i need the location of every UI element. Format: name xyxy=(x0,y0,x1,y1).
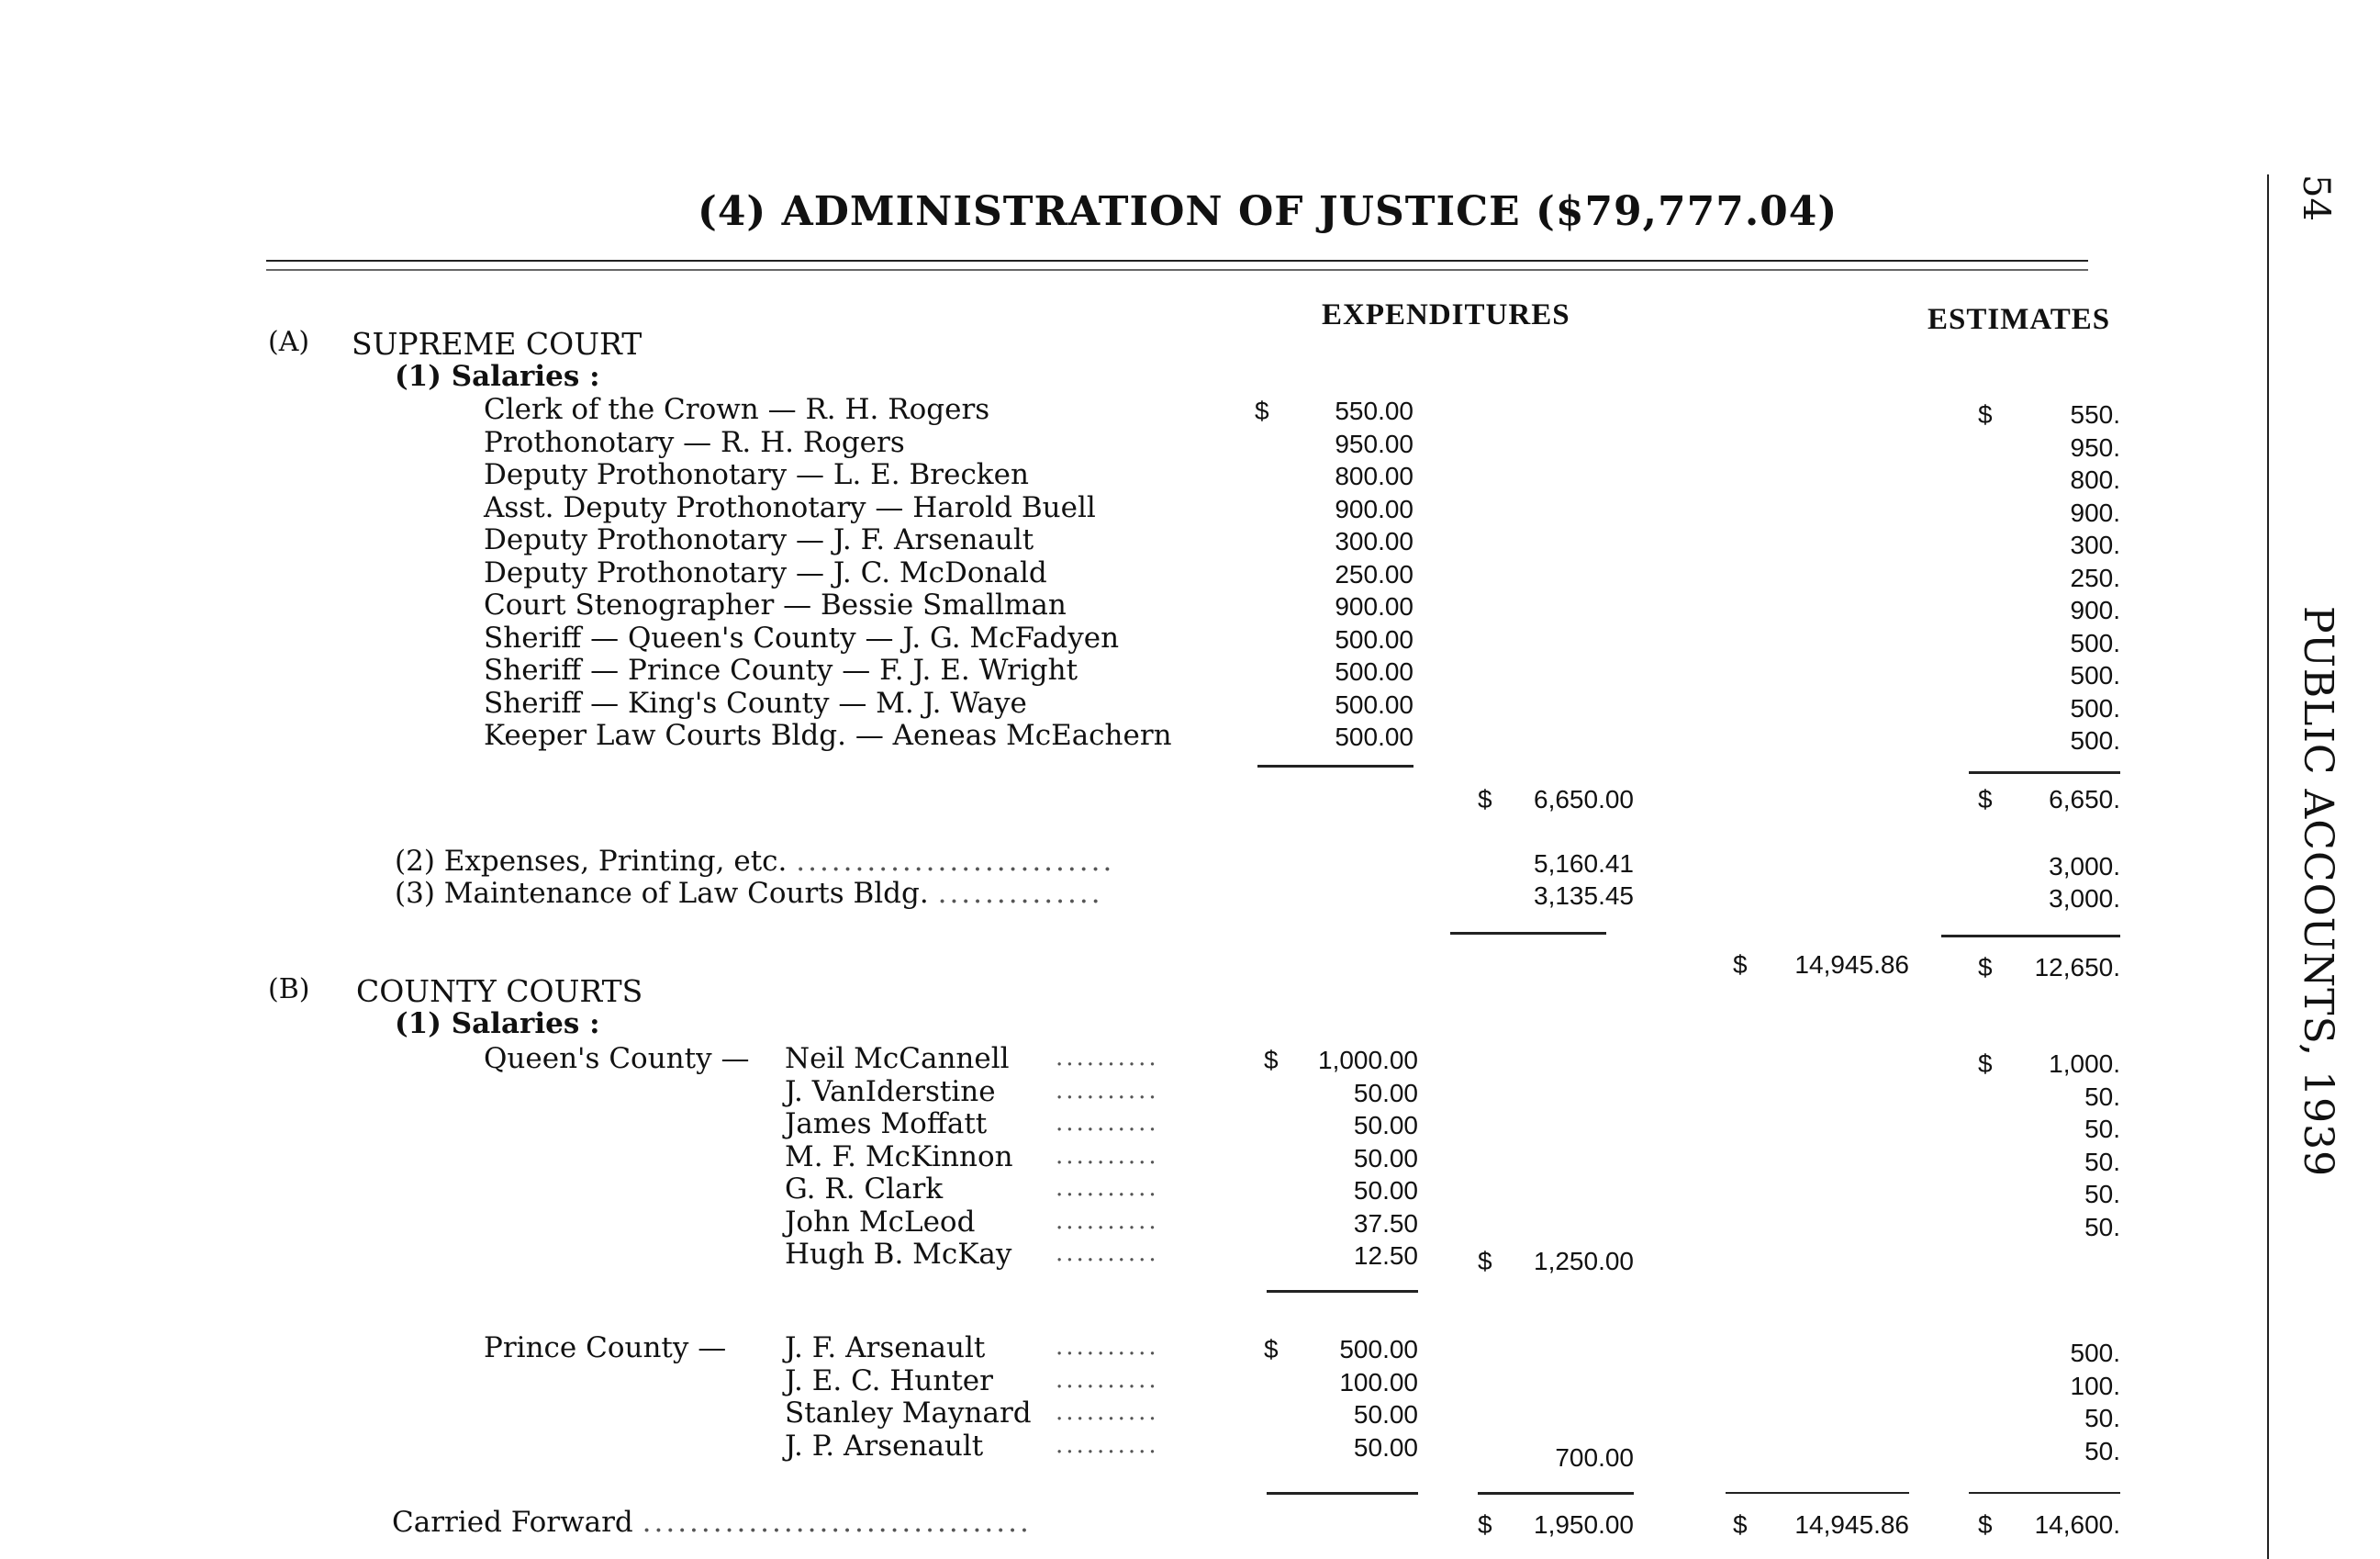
salary-row-exp: 800.00 xyxy=(1335,462,1413,490)
section-a-total-dollar: $ xyxy=(1733,950,1748,979)
header-rule-2 xyxy=(266,269,2088,271)
county-row-name: Hugh B. McKay xyxy=(785,1238,1012,1271)
carried-forward-exp: 1,950.00 xyxy=(1534,1510,1634,1539)
salary-row-est: 950. xyxy=(2070,432,2120,462)
maintenance-label: (3) Maintenance of Law Courts Bldg. .............. xyxy=(395,877,1103,910)
queens-rule xyxy=(1267,1290,1418,1293)
county-row-exp: 50.00 xyxy=(1353,1432,1418,1462)
county-row-name: Stanley Maynard xyxy=(785,1396,1032,1430)
county-row-est: 500. xyxy=(2070,1339,2120,1367)
county-row-leader: .......... xyxy=(1056,1333,1159,1361)
county-row-name: J. VanIderstine xyxy=(785,1074,996,1108)
county-row-exp: 50.00 xyxy=(1353,1400,1418,1429)
county-row-name: J. P. Arsenault xyxy=(785,1429,984,1463)
county-row-exp: 50.00 xyxy=(1353,1176,1418,1205)
salary-row-label: Clerk of the Crown — R. H. Rogers xyxy=(484,393,990,426)
county-row-exp: 100.00 xyxy=(1339,1367,1418,1396)
section-a-letter: (A) xyxy=(268,326,310,358)
section-a-title: SUPREME COURT xyxy=(352,326,642,362)
header-rule xyxy=(266,260,2088,262)
county-row-name: M. F. McKinnon xyxy=(785,1139,1013,1173)
salary-row-label: Prothonotary — R. H. Rogers xyxy=(484,425,905,459)
carried-rule-4 xyxy=(1969,1492,2120,1494)
salary-row-exp: 900.00 xyxy=(1335,592,1413,621)
section-b-letter: (B) xyxy=(268,973,310,1005)
expenses-est: 3,000. xyxy=(2049,852,2120,880)
county-row-leader: .......... xyxy=(1056,1109,1159,1137)
salaries-total-est-dollar: $ xyxy=(1978,785,1993,813)
county-row-est: 1,000. xyxy=(2049,1049,2120,1078)
county-row-est: 50. xyxy=(2084,1082,2120,1111)
page-number: 54 xyxy=(2295,174,2337,221)
salary-row-est: 500. xyxy=(2070,726,2120,755)
carried-forward-exp-dollar: $ xyxy=(1478,1510,1492,1539)
county-row-exp: 12.50 xyxy=(1353,1241,1418,1270)
maintenance-est: 3,000. xyxy=(2049,884,2120,913)
queens-county-label: Queen's County — xyxy=(484,1042,750,1075)
salary-row-label: Sheriff — King's County — M. J. Waye xyxy=(484,686,1027,720)
salary-row-exp: 500.00 xyxy=(1335,624,1413,654)
county-row-exp: 50.00 xyxy=(1353,1078,1418,1107)
county-row-leader: .......... xyxy=(1056,1206,1159,1235)
salary-row-label: Sheriff — Prince County — F. J. E. Wright xyxy=(484,654,1078,687)
section-a-rule-est xyxy=(1941,935,2120,937)
page-title: (4) ADMINISTRATION OF JUSTICE ($79,777.04) xyxy=(698,188,1838,235)
salary-row-est: 900. xyxy=(2070,596,2120,624)
county-row-exp: 50.00 xyxy=(1353,1111,1418,1139)
county-row-est-dollar: $ xyxy=(1978,1049,1993,1078)
prince-county-label: Prince County — xyxy=(484,1331,727,1364)
salary-row-est: 500. xyxy=(2070,661,2120,690)
carried-forward-est: 14,600. xyxy=(2034,1510,2120,1539)
salary-row-dollar: $ xyxy=(1255,397,1269,425)
county-row-leader: .......... xyxy=(1056,1174,1159,1202)
estimates-rule-a xyxy=(1969,771,2120,774)
side-title: PUBLIC ACCOUNTS, 1939 xyxy=(2295,606,2341,1178)
salary-row-exp: 950.00 xyxy=(1335,429,1413,458)
expenses-label: (2) Expenses, Printing, etc. ........................... xyxy=(395,845,1115,878)
section-a-total-exp: 14,945.86 xyxy=(1794,950,1909,979)
carried-forward-total-dollar: $ xyxy=(1733,1510,1748,1539)
salaries-total-exp: 6,650.00 xyxy=(1534,785,1634,813)
county-row-leader: .......... xyxy=(1056,1430,1159,1459)
section-a-salaries-label: (1) Salaries : xyxy=(395,360,600,393)
county-row-name: James Moffatt xyxy=(785,1107,988,1140)
county-row-leader: .......... xyxy=(1056,1044,1159,1071)
salary-row-label: Keeper Law Courts Bldg. — Aeneas McEachern xyxy=(484,719,1172,752)
county-row-est: 50. xyxy=(2084,1180,2120,1208)
county-row-leader: .......... xyxy=(1056,1141,1159,1170)
section-a-rule-exp xyxy=(1450,932,1606,935)
county-row-leader: .......... xyxy=(1056,1076,1159,1105)
county-row-exp: 37.50 xyxy=(1353,1208,1418,1238)
side-rule xyxy=(2267,174,2269,1559)
section-a-total-est: 12,650. xyxy=(2034,953,2120,981)
queens-total: 1,250.00 xyxy=(1534,1247,1634,1275)
section-a-total-est-dollar: $ xyxy=(1978,953,1993,981)
salary-row-est: 900. xyxy=(2070,498,2120,527)
county-row-name: J. F. Arsenault xyxy=(785,1331,986,1364)
expenditures-header: EXPENDITURES xyxy=(1322,298,1570,331)
section-b-salaries-label: (1) Salaries : xyxy=(395,1007,600,1040)
salaries-rule xyxy=(1257,765,1413,768)
prince-total: 700.00 xyxy=(1555,1443,1634,1472)
county-row-leader: .......... xyxy=(1056,1239,1159,1267)
county-row-name: John McLeod xyxy=(785,1205,976,1239)
salary-row-label: Deputy Prothonotary — J. C. McDonald xyxy=(484,555,1047,589)
salary-row-est-dollar: $ xyxy=(1978,400,1993,429)
salary-row-label: Court Stenographer — Bessie Smallman xyxy=(484,589,1067,622)
county-row-name: G. R. Clark xyxy=(785,1172,944,1206)
county-row-est: 50. xyxy=(2084,1115,2120,1143)
salary-row-label: Deputy Prothonotary — J. F. Arsenault xyxy=(484,523,1034,556)
county-row-est: 50. xyxy=(2084,1436,2120,1465)
salary-row-exp: 500.00 xyxy=(1335,690,1413,719)
salary-row-label: Deputy Prothonotary — L. E. Brecken xyxy=(484,458,1029,491)
county-row-est: 50. xyxy=(2084,1404,2120,1432)
carried-forward-est-dollar: $ xyxy=(1978,1510,1993,1539)
county-row-dollar: $ xyxy=(1264,1046,1279,1074)
county-row-est: 50. xyxy=(2084,1212,2120,1241)
county-row-dollar: $ xyxy=(1264,1335,1279,1363)
section-b-title: COUNTY COURTS xyxy=(356,973,643,1009)
salaries-total-dollar: $ xyxy=(1478,785,1492,813)
carried-rule-1 xyxy=(1267,1492,1418,1495)
county-row-exp: 1,000.00 xyxy=(1318,1046,1418,1074)
expenses-exp: 5,160.41 xyxy=(1534,849,1634,878)
salary-row-exp: 500.00 xyxy=(1335,723,1413,751)
salary-row-est: 550. xyxy=(2070,400,2120,429)
salary-row-exp: 500.00 xyxy=(1335,657,1413,686)
queens-total-dollar: $ xyxy=(1478,1247,1492,1275)
county-row-exp: 50.00 xyxy=(1353,1143,1418,1172)
county-row-name: J. E. C. Hunter xyxy=(785,1363,993,1397)
salary-row-est: 500. xyxy=(2070,693,2120,723)
salary-row-exp: 300.00 xyxy=(1335,527,1413,555)
county-row-est: 50. xyxy=(2084,1147,2120,1176)
estimates-header: ESTIMATES xyxy=(1927,303,2111,336)
county-row-leader: .......... xyxy=(1056,1398,1159,1426)
county-row-est: 100. xyxy=(2070,1371,2120,1400)
county-row-exp: 500.00 xyxy=(1339,1335,1418,1363)
salary-row-exp: 550.00 xyxy=(1335,397,1413,425)
salaries-total-est: 6,650. xyxy=(2049,785,2120,813)
carried-rule-2 xyxy=(1478,1492,1634,1495)
salary-row-exp: 900.00 xyxy=(1335,494,1413,523)
carried-forward-total: 14,945.86 xyxy=(1794,1510,1909,1539)
salary-row-exp: 250.00 xyxy=(1335,559,1413,589)
salary-row-est: 300. xyxy=(2070,531,2120,559)
carried-forward-label: Carried Forward ................................. xyxy=(392,1506,1032,1539)
county-row-leader: .......... xyxy=(1056,1365,1159,1394)
maintenance-exp: 3,135.45 xyxy=(1534,881,1634,910)
carried-rule-3 xyxy=(1726,1492,1909,1494)
salary-row-est: 800. xyxy=(2070,465,2120,494)
salary-row-label: Asst. Deputy Prothonotary — Harold Buell xyxy=(484,490,1096,524)
county-row-name: Neil McCannell xyxy=(785,1042,1010,1075)
salary-row-est: 500. xyxy=(2070,628,2120,657)
salary-row-est: 250. xyxy=(2070,563,2120,592)
salary-row-label: Sheriff — Queen's County — J. G. McFadyen xyxy=(484,621,1120,655)
